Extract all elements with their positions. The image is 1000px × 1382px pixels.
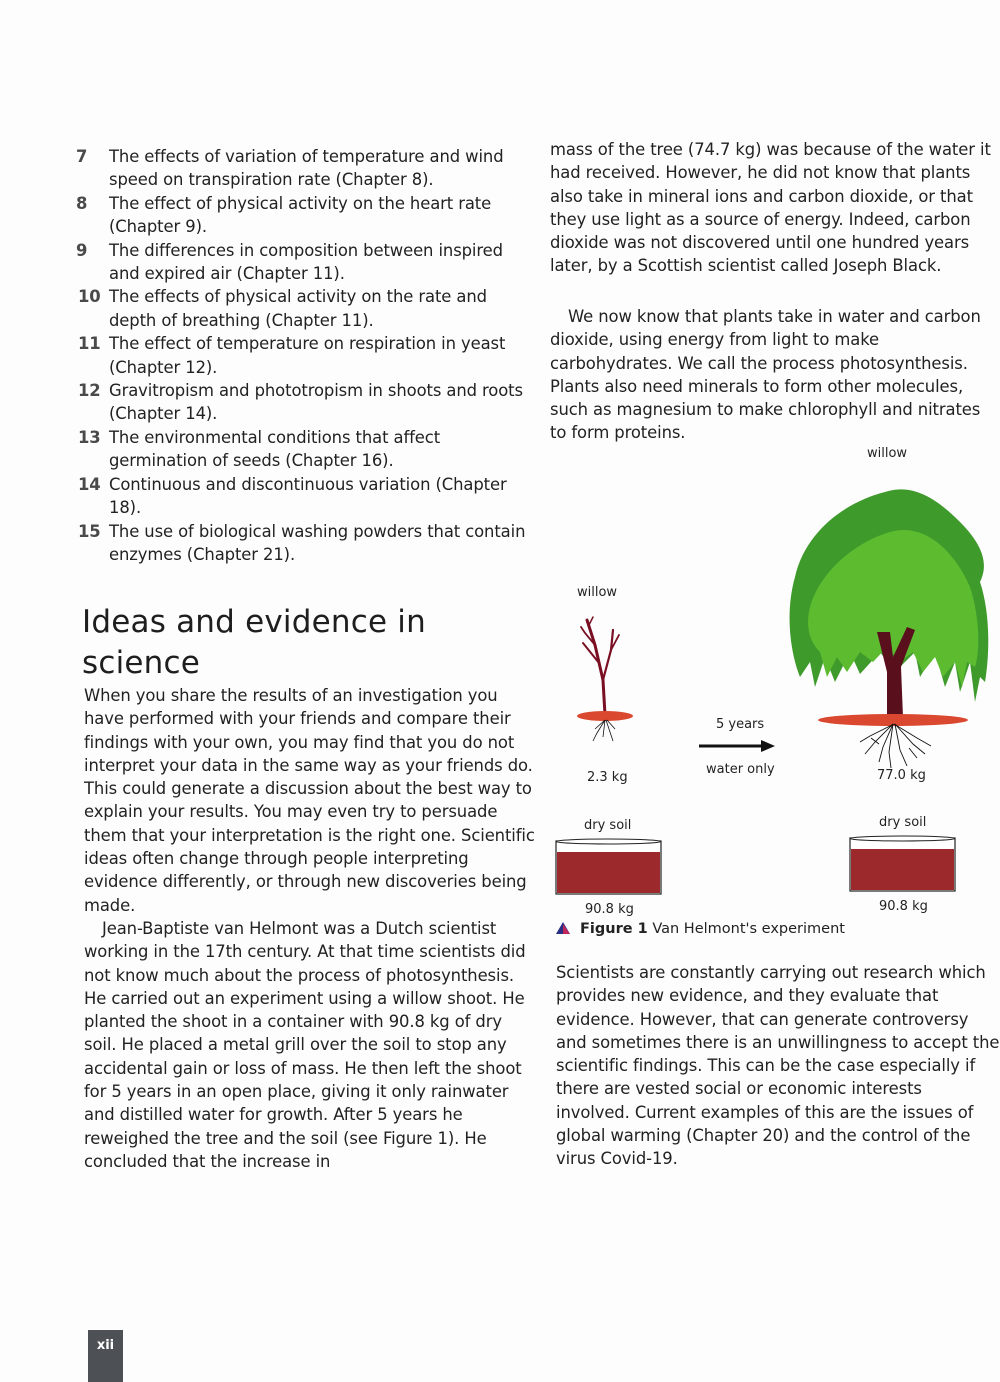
tree-roots xyxy=(860,724,931,768)
list-item xyxy=(76,520,536,567)
list-number: 12 xyxy=(78,381,101,401)
list-number: 7 xyxy=(76,147,88,166)
list-item xyxy=(76,332,536,379)
intro-paragraph: When you share the results of an investigation you have performed with your friends and compare their findings with your own, you may find that you do not interpret your data in the same way as your friends do. This could generate a discussion about the best way to explain your results. You may even try to persuade them that your interpretation is the right one. Scientific ideas often change through people interpreting evidence differently, or through new discoveries being made. xyxy=(84,686,535,915)
list-number: 13 xyxy=(78,427,101,447)
photosynthesis-paragraph xyxy=(550,305,1000,445)
list-item xyxy=(76,285,536,332)
list-item xyxy=(76,239,536,286)
list-number: 15 xyxy=(78,521,101,541)
research-paragraph: Scientists are constantly carrying out research which provides new evidence, and they evaluate that evidence. However, that can generate controversy and sometimes there is an unwillingness to accept the scientific findings. This can be the case especially if there are vested social or economic interests involved. Current examples of this are the issues of global warming (Chapter 20) and the control of the virus Covid-19. xyxy=(556,963,1000,1169)
paragraph-text: Jean-Baptiste van Helmont was a Dutch scientist working in the 17th century. At that time scientists did not know much about the process of photosynthesis. He carried out an experiment using a willow shoot. He planted the shoot in a container with 90.8 kg of dry soil. He placed a metal grill over the soil to stop any accidental gain or loss of mass. He then left the shoot for 5 years in an open place, giving it only rainwater and distilled water for growth. After 5 years he reweighed the tree and the soil (see Figure 1). He concluded that the increase in xyxy=(84,919,526,1171)
soil-after-label: dry soil xyxy=(879,815,927,830)
list-text: The effects of physical activity on the rate and depth of breathing (Chapter 11). xyxy=(109,287,487,330)
condition-label: water only xyxy=(706,762,775,777)
list-text: Gravitropism and phototropism in shoots and roots (Chapter 14). xyxy=(109,381,523,424)
grown-willow-tree-illustration xyxy=(775,462,1000,770)
shoot-roots xyxy=(593,720,615,741)
continued-paragraph: mass of the tree (74.7 kg) was because of the water it had received. However, he did not know that plants also take in mineral ions and carbon dioxide, or that they use light as a source of energy. Indeed, carbon dioxide was not discovered until one hundred years later, by a Scottish scientist called Joseph Black. xyxy=(550,140,991,276)
willow-before-mass: 2.3 kg xyxy=(587,770,628,785)
duration-label: 5 years xyxy=(716,717,765,732)
list-number: 10 xyxy=(78,287,101,307)
section-heading: Ideas and evidence in science xyxy=(82,604,426,681)
practical-activities-list xyxy=(76,145,536,566)
list-text: The effects of variation of temperature and wind speed on transpiration rate (Chapter 8). xyxy=(109,147,504,190)
list-text: The effect of physical activity on the heart rate (Chapter 9). xyxy=(109,193,492,237)
list-item xyxy=(76,379,536,426)
paragraph-text: We now know that plants take in water and carbon dioxide, using energy from light to make carbohydrates. We call the process photosynthesis. Plants also need minerals to form other molecules, such as magnesium to make chlorophyll and nitrates to form proteins. xyxy=(550,307,981,443)
soil-mound xyxy=(577,711,633,721)
figure-caption xyxy=(556,921,845,937)
list-text: The use of biological washing powders that contain enzymes (Chapter 21). xyxy=(109,521,526,564)
shoot-stems xyxy=(581,617,619,715)
list-number: 9 xyxy=(76,240,88,260)
van-helmont-paragraph xyxy=(84,917,539,1173)
willow-after-label: willow xyxy=(867,446,908,461)
figure-title: Van Helmont's experiment xyxy=(652,921,845,937)
willow-shoot-illustration xyxy=(565,605,645,745)
caption-marker-icon xyxy=(556,922,570,934)
soil-before-label: dry soil xyxy=(584,818,632,833)
list-number: 14 xyxy=(78,474,101,494)
list-text: Continuous and discontinuous variation (Chapter 18). xyxy=(109,474,507,518)
list-item xyxy=(76,145,536,192)
willow-after-mass: 77.0 kg xyxy=(877,768,926,783)
list-number: 8 xyxy=(76,193,88,213)
soil-container-after xyxy=(849,835,956,893)
page-number: xii xyxy=(96,1338,115,1353)
figure-number: Figure 1 xyxy=(580,921,648,937)
page-number-tab xyxy=(88,1330,123,1382)
soil-container-before xyxy=(555,838,662,896)
willow-before-label: willow xyxy=(577,585,618,600)
list-text: The differences in composition between inspired and expired air (Chapter 11). xyxy=(109,240,503,284)
soil-after-mass: 90.8 kg xyxy=(879,899,928,914)
list-item xyxy=(76,192,536,239)
soil-before-mass: 90.8 kg xyxy=(585,902,634,917)
list-item xyxy=(76,473,536,520)
right-arrow-icon xyxy=(699,739,775,753)
list-text: The effect of temperature on respiration in yeast (Chapter 12). xyxy=(109,334,506,377)
list-number: 11 xyxy=(78,334,101,354)
list-item xyxy=(76,426,536,473)
list-text: The environmental conditions that affect germination of seeds (Chapter 16). xyxy=(109,427,441,471)
